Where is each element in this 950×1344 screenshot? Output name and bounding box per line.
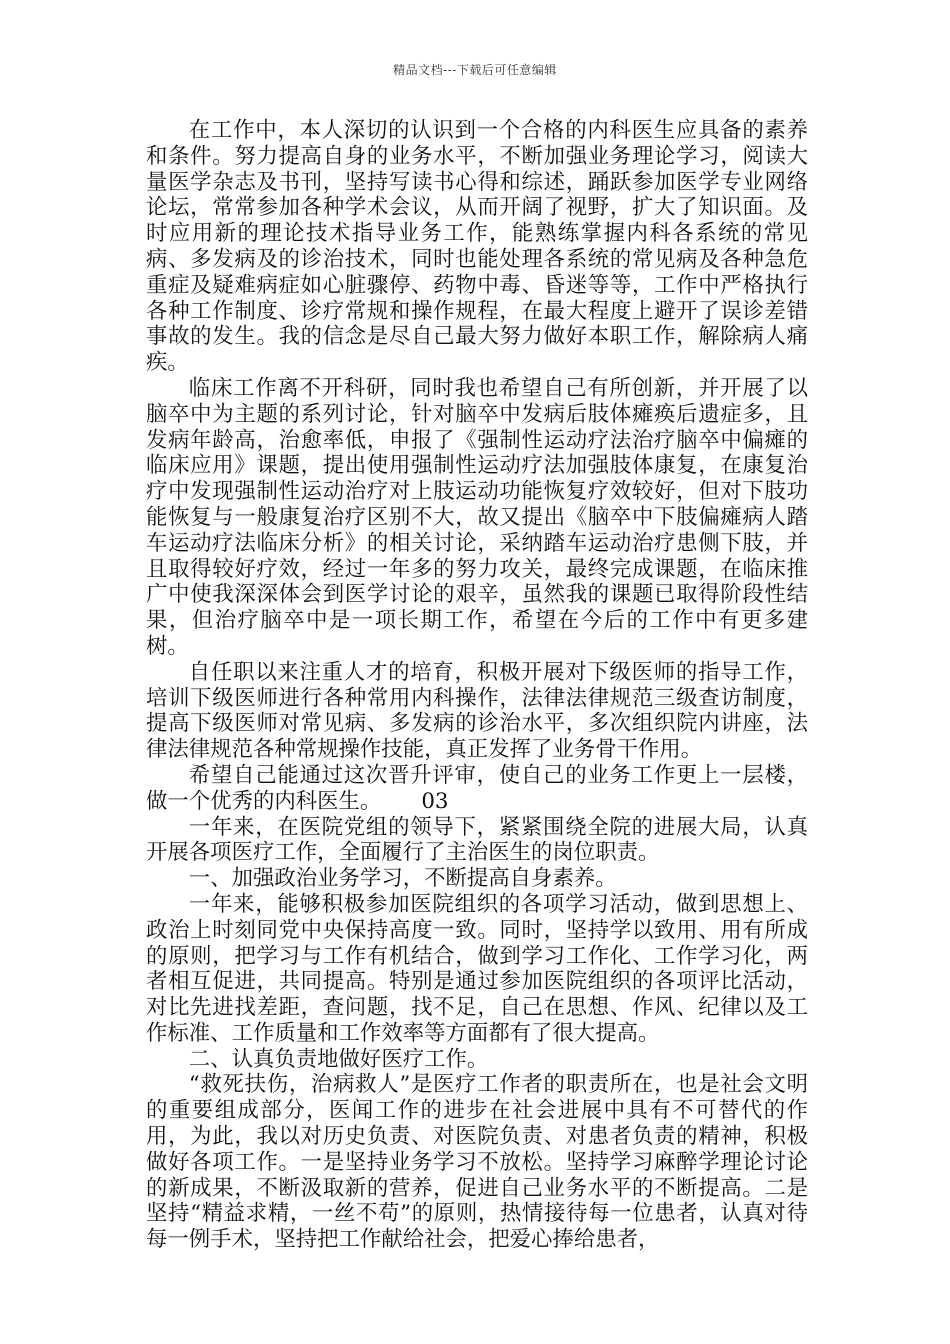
section-number: 03 [421, 788, 449, 814]
paragraph-1: 在工作中，本人深切的认识到一个合格的内科医生应具备的素养和条件。努力提高自身的业务水平，不断加强业务理论学习，阅读大量医学杂志及书刊，坚持写读书心得和综述，踊跃参加医学专业网络论坛，常常参加各种学术会议，从而开阔了视野，扩大了知识面。及时应用新的理论技术指导业务工作，能熟练掌握内科各系统的常见病、多发病及的诊治技术，同时也能处理各系统的常见病及各种急危重症及疑难病症如心脏骤停、药物中毒、昏迷等等，工作中严格执行各种工作制度、诊疗常规和操作规程，在最大程度上避开了误诊差错事故的发生。我的信念是尽自己最大努力做好本职工作，解除病人痛疾。 [146, 118, 808, 376]
section-heading-2: 二、认真负责地做好医疗工作。 [188, 1046, 489, 1072]
paragraph-4-text: 希望自己能通过这次晋升评审，使自己的业务工作更上一层楼，做一个优秀的内科医生。 [146, 762, 808, 814]
section-heading-1: 一、加强政治业务学习，不断提高自身素养。 [188, 866, 617, 892]
paragraph-4 [146, 763, 808, 815]
paragraph-3: 自任职以来注重人才的培育，积极开展对下级医师的指导工作，培训下级医师进行各种常用内科操作，法律法律规范三级查访制度，提高下级医师对常见病、多发病的诊治水平，多次组织院内讲座，法律法律规范各种常规操作技能，真正发挥了业务骨干作用。 [146, 659, 808, 763]
page-header: 精品文档---下载后可任意编辑 [393, 63, 557, 77]
paragraph-6: 一年来，能够积极参加医院组织的各项学习活动，做到思想上、政治上时刻同党中央保持高度一致。同时，坚持学以致用、用有所成的原则，把学习与工作有机结合，做到学习工作化、工作学习化，两者相互促进，共同提高。特别是通过参加医院组织的各项评比活动，对比先进找差距，查问题，找不足，自己在思想、作风、纪律以及工作标准、工作质量和工作效率等方面都有了很大提高。 [146, 891, 808, 1046]
paragraph-5: 一年来，在医院党组的领导下，紧紧围绕全院的进展大局，认真开展各项医疗工作，全面履行了主治医生的岗位职责。 [146, 814, 808, 866]
document-body [146, 118, 808, 1253]
paragraph-7: “救死扶伤，治病救人”是医疗工作者的职责所在，也是社会文明的重要组成部分，医闻工作的进步在社会进展中具有不可替代的作用，为此，我以对历史负责、对医院负责、对患者负责的精神，积极做好各项工作。一是坚持业务学习不放松。坚持学习麻醉学理论讨论的新成果，不断汲取新的营养，促进自己业务水平的不断提高。二是坚持“精益求精，一丝不苟”的原则，热情接待每一位患者，认真对待每一例手术，坚持把工作献给社会，把爱心捧给患者， [146, 1072, 808, 1253]
paragraph-2: 临床工作离不开科研，同时我也希望自己有所创新，并开展了以脑卒中为主题的系列讨论，针对脑卒中发病后肢体瘫痪后遗症多，且发病年龄高，治愈率低，申报了《强制性运动疗法治疗脑卒中偏瘫的临床应用》课题，提出使用强制性运动疗法加强肢体康复，在康复治疗中发现强制性运动治疗对上肢运动功能恢复疗效较好，但对下肢功能恢复与一般康复治疗区别不大，故又提出《脑卒中下肢偏瘫病人踏车运动疗法临床分析》的相关讨论，采纳踏车运动治疗患侧下肢，并且取得较好疗效，经过一年多的努力攻关，最终完成课题，在临床推广中使我深深体会到医学讨论的艰辛，虽然我的课题已取得阶段性结果，但治疗脑卒中是一项长期工作，希望在今后的工作中有更多建树。 [146, 375, 808, 659]
